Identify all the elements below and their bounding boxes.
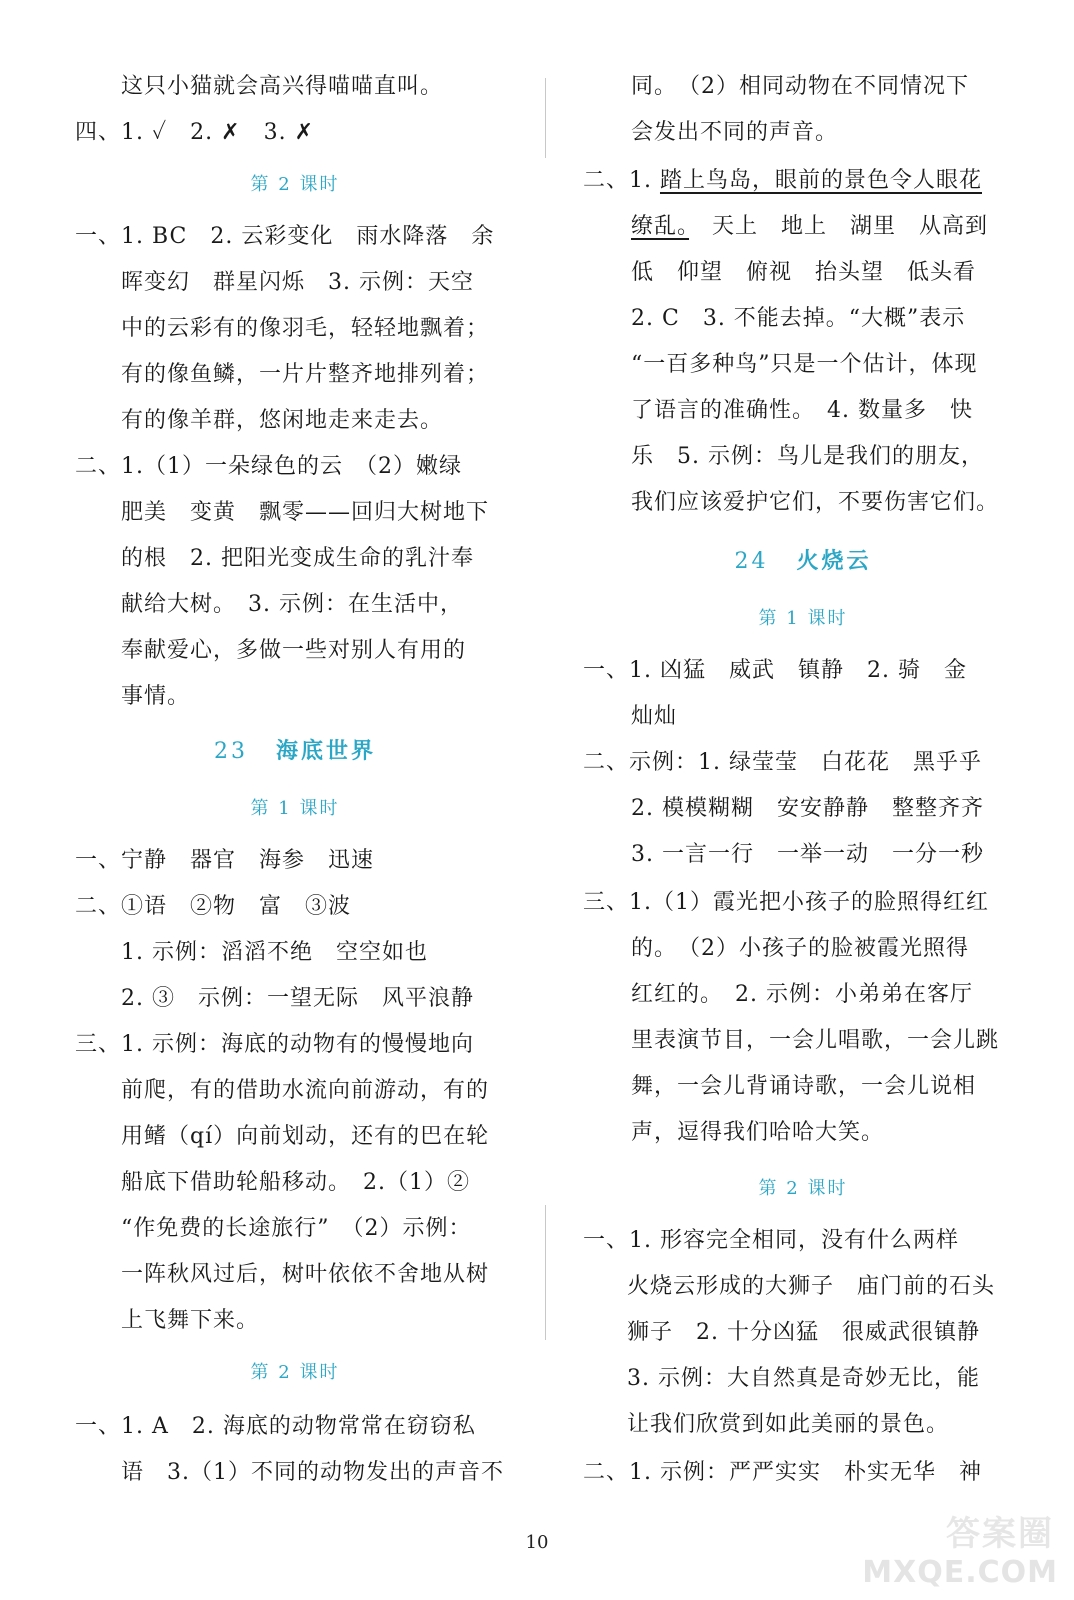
text-line: 3. 示例：大自然真是奇妙无比，能 (627, 1366, 980, 1391)
page-number: 10 (525, 1532, 549, 1553)
text-line: 里表演节目，一会儿唱歌，一会儿跳 (631, 1028, 1000, 1053)
text-line: 肥美 变黄 飘零——回归大树地下 (121, 500, 490, 525)
lesson-heading: 第 2 课时 (250, 1362, 340, 1383)
text-line: 同。 （2）相同动物在不同情况下 (631, 74, 969, 99)
text-line: 四、1. ✓ 2. ✗ 3. ✗ (75, 120, 315, 145)
text-line: 一、宁静 器官 海参 迅速 (75, 848, 375, 873)
text-line: “作免费的长途旅行” （2）示例： (121, 1216, 472, 1241)
text-line: 狮子 2. 十分凶猛 很威武很镇静 (627, 1320, 980, 1345)
text-line: 的。 （2）小孩子的脸被霞光照得 (631, 936, 969, 961)
text-line: 二、1. 示例：严严实实 朴实无华 神 (583, 1460, 982, 1485)
chapter-number: 23 (213, 739, 248, 764)
text-line: 会发出不同的声音。 (631, 120, 839, 145)
item-prefix: 二、1. (583, 168, 660, 193)
text-line: 二、示例：1. 绿莹莹 白花花 黑乎乎 (583, 750, 982, 775)
underlined-sentence: 踏上鸟岛，眼前的景色令人眼花 (659, 168, 982, 193)
text-fragment: 天上 地上 湖里 从高到 (689, 214, 989, 239)
text-line: 2. C 3. 不能去掉。“大概”表示 (631, 306, 966, 331)
text-line: 上飞舞下来。 (121, 1308, 260, 1333)
text-line: 晖变幻 群星闪烁 3. 示例：天空 (121, 270, 474, 295)
text-line: 二、1.（1）一朵绿色的云 （2）嫩绿 (75, 454, 462, 479)
lesson-heading: 第 2 课时 (250, 174, 340, 195)
text-line: “一百多种鸟”只是一个估计，体现 (631, 352, 978, 377)
text-line: 中的云彩有的像羽毛，轻轻地飘着； (121, 316, 490, 341)
text-line: 灿灿 (631, 704, 678, 729)
text-line: 奉献爱心，多做一些对别人有用的 (121, 638, 467, 663)
text-line: 二、①语 ②物 富 ③波 (75, 894, 352, 919)
chapter-name: 火烧云 (796, 548, 872, 574)
text-line: 一、1. A 2. 海底的动物常常在窃窃私 (75, 1414, 476, 1439)
chapter-title (75, 734, 515, 769)
watermark-url: MXQE.COM (862, 1555, 1058, 1590)
text-line: 语 3.（1）不同的动物发出的声音不 (121, 1460, 504, 1485)
lesson-heading: 第 1 课时 (758, 608, 848, 629)
text-line: 前爬，有的借助水流向前游动，有的 (121, 1078, 490, 1103)
text-line: 红红的。 2. 示例：小弟弟在客厅 (631, 982, 973, 1007)
chapter-title (583, 544, 1023, 579)
chapter-name: 海底世界 (275, 738, 376, 764)
text-line: 乐 5. 示例：鸟儿是我们的朋友， (631, 444, 984, 469)
text-line: 2. 模模糊糊 安安静静 整整齐齐 (631, 796, 984, 821)
text-line: 三、1. 示例：海底的动物有的慢慢地向 (75, 1032, 474, 1057)
text-line (583, 164, 982, 198)
text-line: 献给大树。 3. 示例：在生活中， (121, 592, 463, 617)
text-line: 船底下借助轮船移动。 2.（1）② (121, 1170, 470, 1195)
site-watermark (862, 1502, 1062, 1592)
text-line: 低 仰望 俯视 抬头望 低头看 (631, 260, 977, 285)
text-line: 让我们欣赏到如此美丽的景色。 (627, 1412, 950, 1437)
text-line: 2. ③ 示例：一望无际 风平浪静 (121, 986, 474, 1011)
text-line: 了语言的准确性。 4. 数量多 快 (631, 398, 973, 423)
text-line: 的根 2. 把阳光变成生命的乳汁奉 (121, 546, 474, 571)
text-line: 3. 一言一行 一举一动 一分一秒 (631, 842, 984, 867)
text-line: 三、1.（1）霞光把小孩子的脸照得红红 (583, 890, 989, 915)
text-line: 事情。 (121, 684, 191, 709)
text-line: 用鳍（qí）向前划动，还有的巴在轮 (121, 1124, 490, 1149)
text-line: 火烧云形成的大狮子 庙门前的石头 (627, 1274, 996, 1299)
text-line: 一、1. 凶猛 威武 镇静 2. 骑 金 (583, 658, 967, 683)
text-line: 舞，一会儿背诵诗歌，一会儿说相 (631, 1074, 977, 1099)
chapter-number: 24 (734, 549, 769, 574)
lesson-heading: 第 1 课时 (250, 798, 340, 819)
column-divider (545, 78, 546, 158)
text-line: 这只小猫就会高兴得喵喵直叫。 (121, 74, 444, 99)
watermark-logo-text: 答案圈 (946, 1514, 1054, 1554)
text-line: 一阵秋风过后，树叶依依不舍地从树 (121, 1262, 490, 1287)
text-line: 1. 示例：滔滔不绝 空空如也 (121, 940, 428, 965)
text-line (631, 210, 988, 244)
underlined-sentence: 缭乱。 (631, 214, 690, 239)
column-divider (545, 1205, 546, 1340)
lesson-heading: 第 2 课时 (758, 1178, 848, 1199)
text-line: 一、1. 形容完全相同，没有什么两样 (583, 1228, 959, 1253)
text-line: 我们应该爱护它们，不要伤害它们。 (631, 490, 1000, 515)
text-line: 有的像羊群，悠闲地走来走去。 (121, 408, 444, 433)
text-line: 有的像鱼鳞，一片片整齐地排列着； (121, 362, 490, 387)
text-line: 声，逗得我们哈哈大笑。 (631, 1120, 885, 1145)
text-line: 一、1. BC 2. 云彩变化 雨水降落 余 (75, 224, 495, 249)
